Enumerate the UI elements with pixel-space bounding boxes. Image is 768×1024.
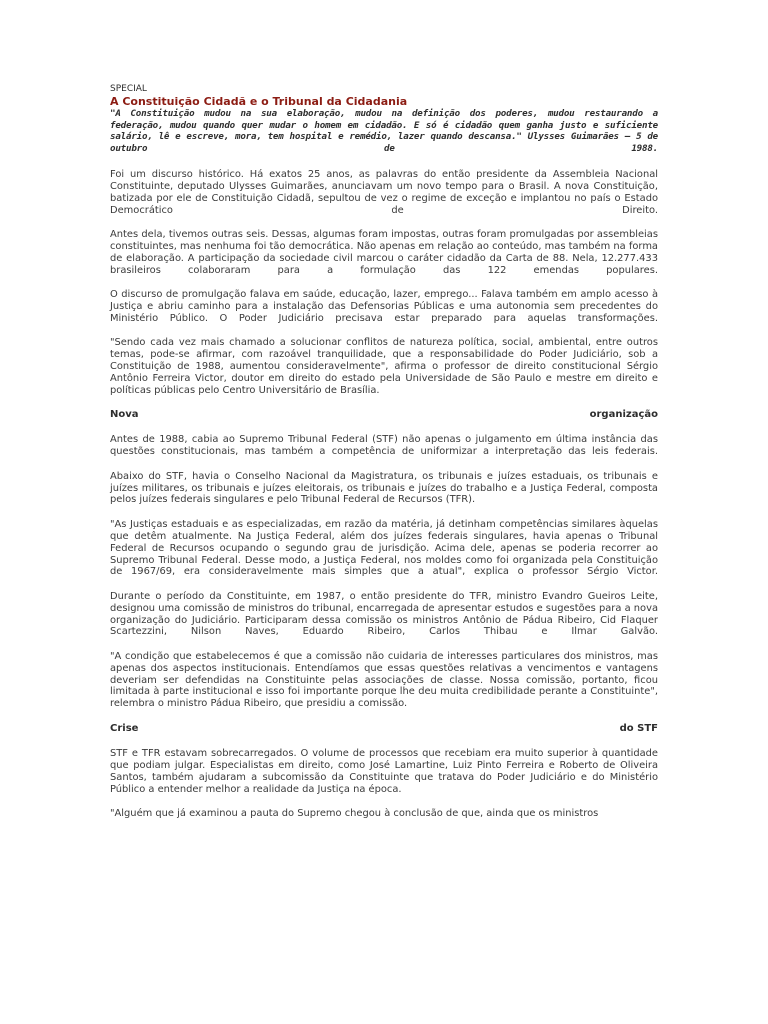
paragraph: Abaixo do STF, havia o Conselho Nacional da Magistratura, os tribunais e juízes estaduais, os tribunais e juízes militares, os tribunais e juízes eleitorais, os tribunais e juízes do trabalho e a Justiça Federal, composta pelos juízes federais singulares e pelo Tribunal Federal de Recursos (TFR). <box>110 470 658 506</box>
epigraph-quote: "A Constituição mudou na sua elaboração, mudou na definição dos poderes, mudou restaurando a federação, mudou quando quer mudar o homem em cidadão. E só é cidadão quem ganha justo e suficiente salário, lê e escreve, mora, tem hospital e remédio, lazer quando descansa." Ulysses Guimarães – 5 de outubro de 1988. <box>110 108 658 155</box>
section-heading-nova-organizacao <box>110 409 658 421</box>
paragraph: Foi um discurso histórico. Há exatos 25 anos, as palavras do então presidente da Assembleia Nacional Constituinte, deputado Ulysses Guimarães, anunciavam um novo tempo para o Brasil. A nova Constituição, batizada por ele de Constituição Cidadã, sepultou de vez o regime de exceção e implantou no país o Estado Democrático de Direito. <box>110 168 658 216</box>
article <box>110 84 658 833</box>
paragraph: "A condição que estabelecemos é que a comissão não cuidaria de interesses particulares dos ministros, mas apenas dos aspectos institucionais. Entendíamos que essas questões relativas a vencimentos e vantagens deveriam ser defendidas na Constituinte pelas associações de classe. Nossa comissão, portanto, ficou limitada à parte institucional e isso foi importante porque lhe deu muita credibilidade perante a Constituinte", relembra o ministro Pádua Ribeiro, que presidiu a comissão. <box>110 650 658 710</box>
paragraph: Antes dela, tivemos outras seis. Dessas, algumas foram impostas, outras foram promulgadas por assembleias constituintes, mas nenhuma foi tão democrática. Não apenas em relação ao conteúdo, mas também na forma de elaboração. A participação da sociedade civil marcou o caráter cidadão da Carta de 88. Nela, 12.277.433 brasileiros colaboraram para a formulação das 122 emendas populares. <box>110 228 658 276</box>
paragraph: "Alguém que já examinou a pauta do Supremo chegou à conclusão de que, ainda que os ministros <box>110 808 599 820</box>
article-title: A Constituição Cidadã e o Tribunal da Cidadania <box>110 95 408 108</box>
section-heading-right: organização <box>589 408 658 420</box>
section-heading-left: Crise <box>110 722 139 734</box>
section-heading-right: do STF <box>619 722 658 734</box>
paragraph: STF e TFR estavam sobrecarregados. O volume de processos que recebiam era muito superior à quantidade que podiam julgar. Especialistas em direito, como José Lamartine, Luiz Pinto Ferreira e Roberto de Oliveira Santos, também ajudaram a subcomissão da Constituinte que tratava do Poder Judiciário e do Ministério Público a entender melhor a realidade da Justiça na época. <box>110 748 658 795</box>
paragraph: "Sendo cada vez mais chamado a solucionar conflitos de natureza política, social, ambiental, entre outros temas, pode-se afirmar, com razoável tranquilidade, que a responsabilidade do Poder Judiciário, sob a Constituição de 1988, aumentou consideravelmente", afirma o professor de direito constitucional Sérgio Antônio Ferreira Victor, doutor em direito do estado pela Universidade de São Paulo e mestre em direito e políticas públicas pelo Centro Universitário de Brasília. <box>110 336 658 396</box>
paragraph: "As Justiças estaduais e as especializadas, em razão da matéria, já detinham competências similares àquelas que detêm atualmente. Na Justiça Federal, além dos juízes federais singulares, havia apenas o Tribunal Federal de Recursos ocupando o segundo grau de jurisdição. Acima dele, apenas se poderia recorrer ao Supremo Tribunal Federal. Desse modo, a Justiça Federal, nos moldes como foi organizada pela Constituição de 1967/69, era consideravelmente mais simples que a atual", explica o professor Sérgio Victor. <box>110 518 658 578</box>
paragraph: Antes de 1988, cabia ao Supremo Tribunal Federal (STF) não apenas o julgamento em última instância das questões constitucionais, mas também a competência de uniformizar a interpretação das leis federais. <box>110 434 658 458</box>
section-heading-left: Nova <box>110 408 139 420</box>
section-kicker: SPECIAL <box>110 84 147 94</box>
section-heading-crise-stf <box>110 723 658 735</box>
paragraph: Durante o período da Constituinte, em 1987, o então presidente do TFR, ministro Evandro Gueiros Leite, designou uma comissão de ministros do tribunal, encarregada de apresentar estudos e sugestões para a nova organização do Judiciário. Participaram dessa comissão os ministros Antônio de Pádua Ribeiro, Cid Flaquer Scartezzini, Nilson Naves, Eduardo Ribeiro, Carlos Thibau e Ilmar Galvão. <box>110 590 658 638</box>
paragraph: O discurso de promulgação falava em saúde, educação, lazer, emprego... Falava também em amplo acesso à Justiça e abriu caminho para a instalação das Defensorias Públicas e uma autonomia sem precedentes do Ministério Público. O Poder Judiciário precisava estar preparado para aquelas transformações. <box>110 288 658 324</box>
